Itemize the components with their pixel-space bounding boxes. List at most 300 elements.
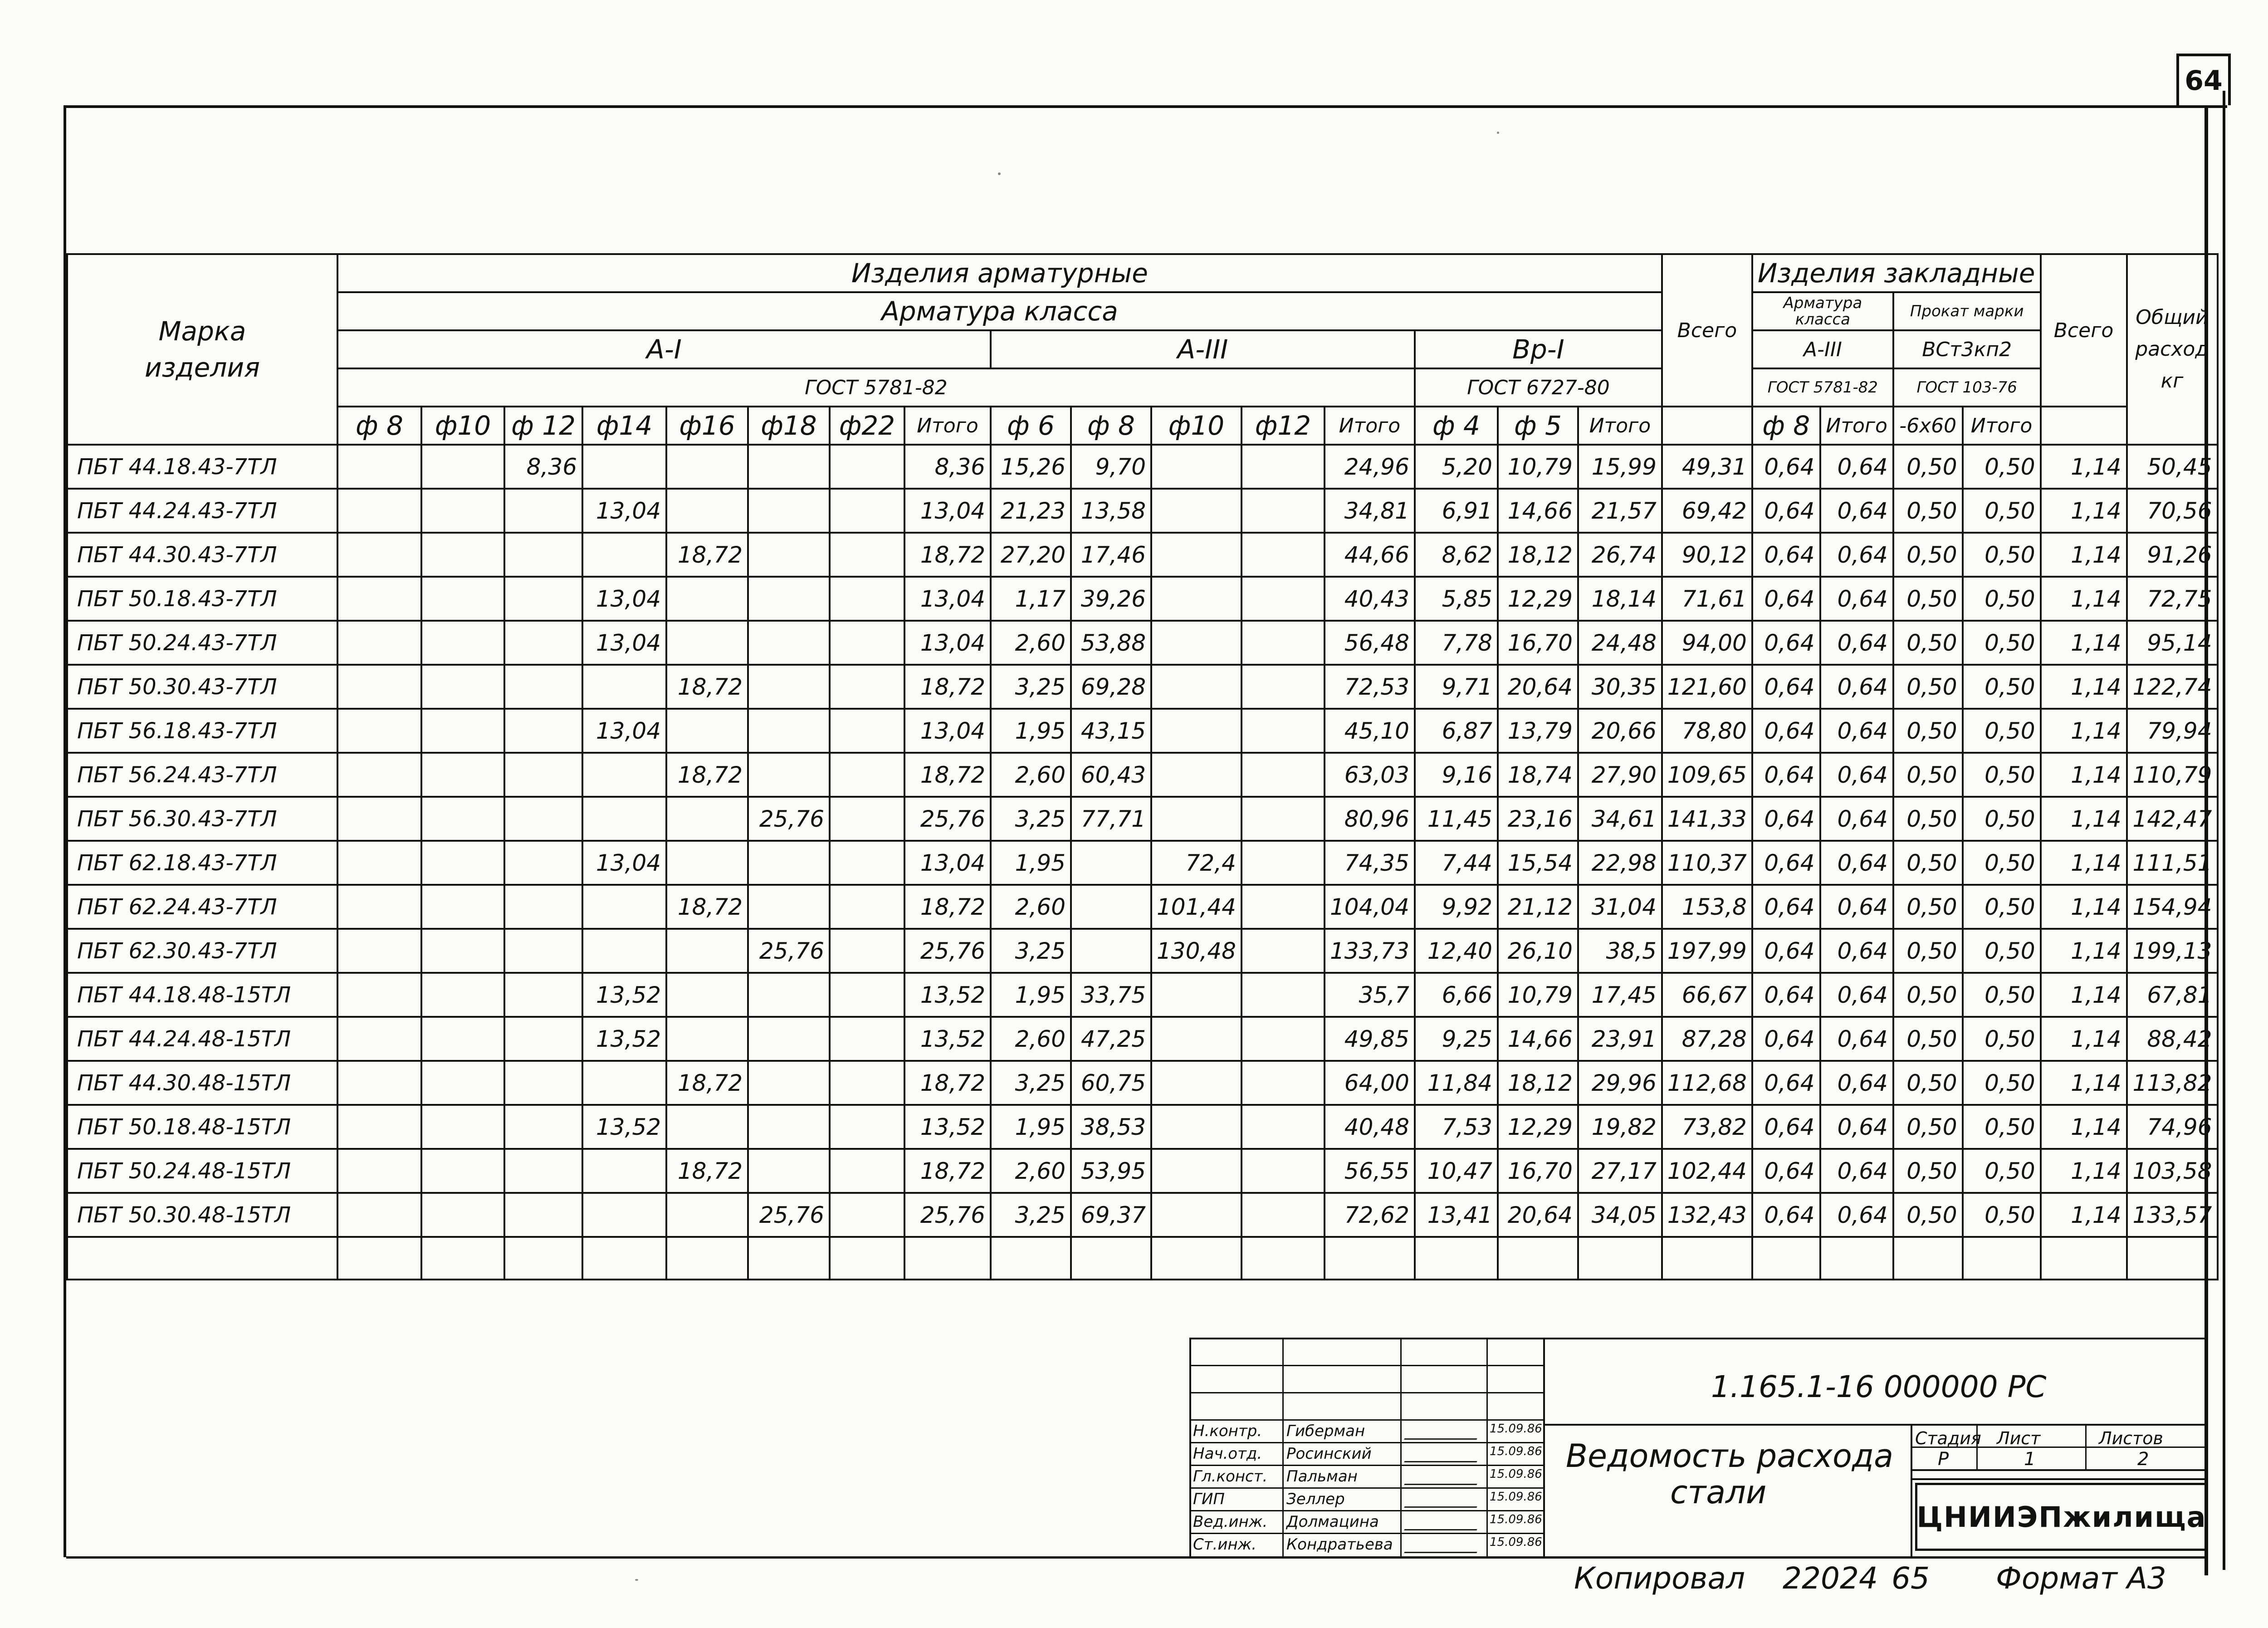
class-a3-header: А-III — [991, 330, 1415, 368]
table-cell — [748, 489, 830, 533]
sheet-value: 1 — [2024, 1449, 2036, 1470]
table-cell — [666, 1017, 748, 1061]
table-cell: 60,43 — [1071, 753, 1151, 797]
empty-cell — [504, 1237, 582, 1280]
table-cell — [337, 797, 421, 841]
table-cell — [1242, 1017, 1325, 1061]
empty-cell — [67, 1237, 337, 1280]
emb-gost-103-header: ГОСТ 103-76 — [1893, 368, 2041, 407]
table-cell — [337, 445, 421, 489]
empty-cell — [1578, 1237, 1662, 1280]
table-cell — [748, 709, 830, 753]
table-cell: 113,82 — [2127, 1061, 2218, 1105]
table-cell — [666, 709, 748, 753]
table-cell: 18,72 — [666, 1149, 748, 1193]
table-cell — [337, 753, 421, 797]
table-row — [67, 445, 2218, 489]
table-cell — [504, 1105, 582, 1149]
table-cell: 20,64 — [1498, 1193, 1578, 1237]
table-cell: 104,04 — [1325, 885, 1415, 929]
tb-line — [1189, 1465, 1543, 1466]
table-cell: 18,72 — [666, 885, 748, 929]
table-cell: 0,64 — [1752, 445, 1820, 489]
table-cell: 0,50 — [1963, 753, 2041, 797]
signer-date: 15.09.86 — [1490, 1422, 1542, 1436]
table-cell — [337, 1193, 421, 1237]
table-cell: 13,04 — [582, 709, 666, 753]
subcolumn-header: Итого — [904, 407, 991, 445]
table-cell: 10,47 — [1415, 1149, 1498, 1193]
table-cell: 1,14 — [2041, 1149, 2127, 1193]
product-mark: ПБТ 50.18.43-7ТЛ — [67, 577, 337, 621]
table-cell: 44,66 — [1325, 533, 1415, 577]
table-cell: 0,50 — [1893, 929, 1963, 973]
subcolumn-header: Итого — [1963, 407, 2041, 445]
table-cell: 13,04 — [904, 577, 991, 621]
table-cell — [582, 929, 666, 973]
table-cell — [1242, 445, 1325, 489]
empty-cell — [904, 1237, 991, 1280]
subcolumn-header: ф10 — [421, 407, 504, 445]
table-cell — [666, 797, 748, 841]
table-row — [67, 841, 2218, 885]
table-cell: 9,25 — [1415, 1017, 1498, 1061]
subcolumn-header: ф10 — [1151, 407, 1242, 445]
table-cell: 8,36 — [504, 445, 582, 489]
table-cell — [337, 577, 421, 621]
table-cell: 18,72 — [904, 753, 991, 797]
tb-line — [2085, 1424, 2087, 1471]
table-cell — [748, 1105, 830, 1149]
table-cell: 34,05 — [1578, 1193, 1662, 1237]
table-cell: 31,04 — [1578, 885, 1662, 929]
table-cell: 25,76 — [748, 929, 830, 973]
table-cell: 0,50 — [1963, 797, 2041, 841]
table-cell — [1151, 577, 1242, 621]
table-cell: 21,23 — [991, 489, 1071, 533]
product-mark: ПБТ 44.30.48-15ТЛ — [67, 1061, 337, 1105]
table-cell — [421, 1017, 504, 1061]
table-cell — [830, 929, 904, 973]
table-cell: 1,95 — [991, 709, 1071, 753]
table-cell: 0,64 — [1820, 841, 1893, 885]
table-cell — [1242, 621, 1325, 665]
subcolumn-header: ф 5 — [1498, 407, 1578, 445]
table-cell — [421, 929, 504, 973]
table-cell: 0,50 — [1893, 533, 1963, 577]
table-cell — [421, 885, 504, 929]
table-cell: 0,64 — [1820, 753, 1893, 797]
table-cell: 6,91 — [1415, 489, 1498, 533]
table-cell: 0,50 — [1963, 489, 2041, 533]
document-title-line2: стали — [1670, 1474, 1767, 1511]
table-cell: 56,48 — [1325, 621, 1415, 665]
table-cell: 35,7 — [1325, 973, 1415, 1017]
table-cell: 1,14 — [2041, 709, 2127, 753]
table-cell — [582, 797, 666, 841]
table-cell: 0,64 — [1752, 1017, 1820, 1061]
rebar-products-header: Изделия арматурные — [337, 254, 1662, 292]
table-cell — [421, 577, 504, 621]
table-cell: 13,04 — [582, 489, 666, 533]
table-cell — [1151, 1017, 1242, 1061]
table-cell: 20,64 — [1498, 665, 1578, 709]
table-cell: 7,44 — [1415, 841, 1498, 885]
product-mark: ПБТ 56.18.43-7ТЛ — [67, 709, 337, 753]
class-a1-header: А-I — [337, 330, 991, 368]
table-cell — [1151, 1149, 1242, 1193]
table-cell: 49,31 — [1662, 445, 1752, 489]
tb-line — [1543, 1338, 1545, 1557]
table-cell: 25,76 — [904, 929, 991, 973]
table-cell — [504, 489, 582, 533]
table-cell — [1151, 489, 1242, 533]
table-cell — [337, 709, 421, 753]
table-row — [67, 1017, 2218, 1061]
table-cell: 0,64 — [1752, 753, 1820, 797]
table-cell: 9,16 — [1415, 753, 1498, 797]
signature-scribble-icon — [1404, 1540, 1483, 1553]
table-cell — [830, 1149, 904, 1193]
table-cell: 9,70 — [1071, 445, 1151, 489]
table-cell: 102,44 — [1662, 1149, 1752, 1193]
subcolumn-header: ф 8 — [1752, 407, 1820, 445]
table-cell — [748, 753, 830, 797]
table-cell — [830, 1017, 904, 1061]
grand-total-line2: расход — [2135, 338, 2209, 361]
signer-date: 15.09.86 — [1490, 1513, 1542, 1526]
table-cell — [666, 841, 748, 885]
table-cell — [830, 841, 904, 885]
table-cell: 7,78 — [1415, 621, 1498, 665]
table-cell: 34,61 — [1578, 797, 1662, 841]
table-cell — [421, 1193, 504, 1237]
table-cell: 23,91 — [1578, 1017, 1662, 1061]
table-cell: 199,13 — [2127, 929, 2218, 973]
signature-scribble-icon — [1404, 1449, 1483, 1462]
scan-speck — [635, 1579, 638, 1581]
table-row — [67, 929, 2218, 973]
table-row — [67, 753, 2218, 797]
table-cell: 0,64 — [1752, 621, 1820, 665]
table-cell: 53,88 — [1071, 621, 1151, 665]
table-cell: 23,16 — [1498, 797, 1578, 841]
table-cell — [1151, 753, 1242, 797]
table-cell: 18,72 — [666, 1061, 748, 1105]
empty-cell — [1151, 1237, 1242, 1280]
table-cell: 10,79 — [1498, 973, 1578, 1017]
table-cell — [337, 621, 421, 665]
table-cell — [582, 753, 666, 797]
table-cell: 72,75 — [2127, 577, 2218, 621]
table-cell: 0,64 — [1752, 489, 1820, 533]
table-cell: 13,52 — [904, 973, 991, 1017]
table-cell: 16,70 — [1498, 1149, 1578, 1193]
table-cell: 2,60 — [991, 621, 1071, 665]
table-cell: 64,00 — [1325, 1061, 1415, 1105]
tb-line — [1911, 1478, 2208, 1480]
table-cell — [830, 973, 904, 1017]
signer-date: 15.09.86 — [1490, 1535, 1542, 1549]
table-cell: 0,50 — [1963, 533, 2041, 577]
tb-line — [1911, 1469, 2208, 1471]
table-cell — [337, 1061, 421, 1105]
tb-line — [1189, 1338, 1543, 1339]
product-mark: ПБТ 56.24.43-7ТЛ — [67, 753, 337, 797]
embedded-products-header: Изделия закладные — [1752, 254, 2041, 292]
signer-name: Пальман — [1286, 1467, 1358, 1486]
organization-box — [1915, 1483, 2208, 1551]
table-cell — [337, 489, 421, 533]
table-row — [67, 973, 2218, 1017]
signer-name: Гиберман — [1286, 1422, 1365, 1440]
table-cell: 0,50 — [1963, 665, 2041, 709]
product-mark: ПБТ 62.24.43-7ТЛ — [67, 885, 337, 929]
product-mark: ПБТ 44.30.43-7ТЛ — [67, 533, 337, 577]
table-cell: 0,50 — [1893, 973, 1963, 1017]
product-mark: ПБТ 50.30.43-7ТЛ — [67, 665, 337, 709]
table-cell: 2,60 — [991, 1017, 1071, 1061]
table-cell: 1,14 — [2041, 973, 2127, 1017]
empty-cell — [337, 1237, 421, 1280]
document-title-line1: Ведомость расхода — [1566, 1437, 1894, 1475]
product-mark: ПБТ 50.30.48-15ТЛ — [67, 1193, 337, 1237]
table-cell: 0,64 — [1820, 1105, 1893, 1149]
subcolumn-header: -6х60 — [1893, 407, 1963, 445]
gost-6727-header: ГОСТ 6727-80 — [1415, 368, 1662, 407]
table-cell — [337, 841, 421, 885]
table-cell: 26,74 — [1578, 533, 1662, 577]
table-cell — [504, 577, 582, 621]
product-mark: ПБТ 44.24.48-15ТЛ — [67, 1017, 337, 1061]
table-cell — [748, 533, 830, 577]
table-cell: 0,64 — [1752, 1149, 1820, 1193]
table-cell — [582, 1061, 666, 1105]
table-cell: 0,50 — [1893, 621, 1963, 665]
table-cell — [830, 577, 904, 621]
product-mark: ПБТ 44.24.43-7ТЛ — [67, 489, 337, 533]
table-cell — [504, 841, 582, 885]
table-cell: 25,76 — [904, 1193, 991, 1237]
table-cell — [504, 973, 582, 1017]
table-cell: 13,04 — [582, 841, 666, 885]
table-cell: 24,48 — [1578, 621, 1662, 665]
emb-gost-5781-header: ГОСТ 5781-82 — [1752, 368, 1893, 407]
table-cell: 0,64 — [1820, 885, 1893, 929]
table-cell — [666, 489, 748, 533]
table-cell: 111,51 — [2127, 841, 2218, 885]
table-cell — [830, 489, 904, 533]
empty-cell — [1415, 1237, 1498, 1280]
table-cell — [1071, 929, 1151, 973]
table-cell: 0,64 — [1752, 973, 1820, 1017]
table-cell: 29,96 — [1578, 1061, 1662, 1105]
table-cell: 121,60 — [1662, 665, 1752, 709]
product-mark: ПБТ 44.18.48-15ТЛ — [67, 973, 337, 1017]
empty-cell — [1893, 1237, 1963, 1280]
table-row — [67, 1105, 2218, 1149]
footer-number: 65 — [1892, 1561, 1930, 1596]
stage-value: Р — [1938, 1449, 1949, 1470]
table-cell — [666, 929, 748, 973]
empty-cell — [1071, 1237, 1151, 1280]
table-cell — [1242, 577, 1325, 621]
table-cell: 153,8 — [1662, 885, 1752, 929]
tb-line — [1400, 1338, 1402, 1557]
table-cell: 0,50 — [1963, 577, 2041, 621]
signer-role: Нач.отд. — [1193, 1445, 1262, 1463]
table-cell — [421, 621, 504, 665]
steel-consumption-table — [66, 253, 2219, 1280]
table-cell: 5,20 — [1415, 445, 1498, 489]
table-cell: 1,14 — [2041, 665, 2127, 709]
frame-top-line — [64, 105, 2227, 108]
table-cell — [1242, 533, 1325, 577]
empty-cell — [1662, 1237, 1752, 1280]
table-cell: 0,50 — [1963, 621, 2041, 665]
table-cell: 0,64 — [1820, 489, 1893, 533]
table-cell: 0,50 — [1893, 885, 1963, 929]
signer-role: Гл.конст. — [1193, 1467, 1268, 1486]
table-cell: 12,40 — [1415, 929, 1498, 973]
table-cell: 15,54 — [1498, 841, 1578, 885]
empty-row — [67, 1237, 2218, 1280]
table-cell — [830, 797, 904, 841]
title-block — [1189, 1338, 2208, 1557]
table-cell: 6,66 — [1415, 973, 1498, 1017]
table-cell — [1242, 489, 1325, 533]
table-cell: 0,64 — [1752, 885, 1820, 929]
subcolumn-header-row — [67, 407, 2218, 445]
tb-line — [1189, 1338, 1191, 1557]
table-cell: 110,79 — [2127, 753, 2218, 797]
rebar-total-subheader — [1662, 407, 1752, 445]
product-mark: ПБТ 44.18.43-7ТЛ — [67, 445, 337, 489]
empty-cell — [830, 1237, 904, 1280]
emb-a3-header: А-III — [1752, 330, 1893, 368]
table-cell: 73,82 — [1662, 1105, 1752, 1149]
table-cell: 21,12 — [1498, 885, 1578, 929]
tb-line — [1543, 1338, 2208, 1339]
emb-grade-header: ВСт3кп2 — [1893, 330, 2041, 368]
table-cell: 0,64 — [1820, 621, 1893, 665]
table-row — [67, 885, 2218, 929]
table-cell: 0,50 — [1893, 753, 1963, 797]
table-cell — [830, 753, 904, 797]
table-cell: 0,64 — [1752, 533, 1820, 577]
table-cell — [582, 1193, 666, 1237]
table-cell: 72,62 — [1325, 1193, 1415, 1237]
table-cell: 1,14 — [2041, 1193, 2127, 1237]
table-cell: 24,96 — [1325, 445, 1415, 489]
table-cell — [582, 665, 666, 709]
tb-line — [1189, 1533, 1543, 1534]
signature-scribble-icon — [1404, 1472, 1483, 1485]
table-cell — [582, 445, 666, 489]
sheets-value: 2 — [2137, 1449, 2149, 1470]
table-cell: 0,50 — [1893, 1149, 1963, 1193]
table-cell: 1,14 — [2041, 533, 2127, 577]
grand-total-unit: кг — [2160, 369, 2184, 392]
table-cell: 20,66 — [1578, 709, 1662, 753]
signer-name: Долмацина — [1286, 1513, 1379, 1531]
table-cell: 18,72 — [666, 665, 748, 709]
table-cell: 43,15 — [1071, 709, 1151, 753]
table-cell — [1151, 1193, 1242, 1237]
table-cell: 63,03 — [1325, 753, 1415, 797]
table-cell: 0,50 — [1893, 577, 1963, 621]
table-cell: 3,25 — [991, 1061, 1071, 1105]
table-cell: 1,95 — [991, 1105, 1071, 1149]
table-cell: 0,50 — [1893, 797, 1963, 841]
table-cell: 18,12 — [1498, 533, 1578, 577]
table-row — [67, 489, 2218, 533]
table-cell: 109,65 — [1662, 753, 1752, 797]
table-row — [67, 1193, 2218, 1237]
table-cell: 18,72 — [904, 665, 991, 709]
table-cell: 13,52 — [582, 1105, 666, 1149]
table-cell: 141,33 — [1662, 797, 1752, 841]
table-cell: 90,12 — [1662, 533, 1752, 577]
table-cell: 39,26 — [1071, 577, 1151, 621]
table-cell: 133,73 — [1325, 929, 1415, 973]
table-cell: 21,57 — [1578, 489, 1662, 533]
table-cell: 18,72 — [904, 1061, 991, 1105]
table-cell — [582, 533, 666, 577]
table-cell: 1,14 — [2041, 885, 2127, 929]
table-cell: 14,66 — [1498, 1017, 1578, 1061]
tb-line — [1189, 1392, 1543, 1393]
table-cell — [1071, 885, 1151, 929]
table-cell — [1151, 1061, 1242, 1105]
table-row — [67, 621, 2218, 665]
empty-cell — [1498, 1237, 1578, 1280]
table-cell — [1242, 797, 1325, 841]
table-cell — [1242, 885, 1325, 929]
table-cell — [1151, 621, 1242, 665]
grand-total-line1: Общий — [2136, 306, 2209, 329]
mark-header — [67, 254, 337, 445]
table-cell — [748, 445, 830, 489]
table-cell — [1242, 665, 1325, 709]
table-cell: 18,72 — [904, 885, 991, 929]
table-cell — [504, 1017, 582, 1061]
product-mark: ПБТ 50.24.43-7ТЛ — [67, 621, 337, 665]
table-cell: 40,43 — [1325, 577, 1415, 621]
table-cell: 1,95 — [991, 841, 1071, 885]
table-cell: 0,64 — [1820, 577, 1893, 621]
table-cell: 1,17 — [991, 577, 1071, 621]
table-cell: 22,98 — [1578, 841, 1662, 885]
table-cell: 27,17 — [1578, 1149, 1662, 1193]
table-cell: 0,64 — [1752, 577, 1820, 621]
table-cell: 154,94 — [2127, 885, 2218, 929]
table-cell: 2,60 — [991, 753, 1071, 797]
table-cell: 0,50 — [1963, 1061, 2041, 1105]
table-cell — [748, 621, 830, 665]
table-cell: 13,04 — [904, 709, 991, 753]
table-cell — [1071, 841, 1151, 885]
table-cell: 0,64 — [1820, 665, 1893, 709]
subcolumn-header: Итого — [1578, 407, 1662, 445]
page-number: 64 — [2176, 54, 2231, 105]
tb-line — [1189, 1365, 1543, 1366]
table-cell — [830, 709, 904, 753]
mark-header-line1: Марка — [158, 316, 246, 347]
product-mark: ПБТ 56.30.43-7ТЛ — [67, 797, 337, 841]
table-cell: 45,10 — [1325, 709, 1415, 753]
table-cell: 91,26 — [2127, 533, 2218, 577]
